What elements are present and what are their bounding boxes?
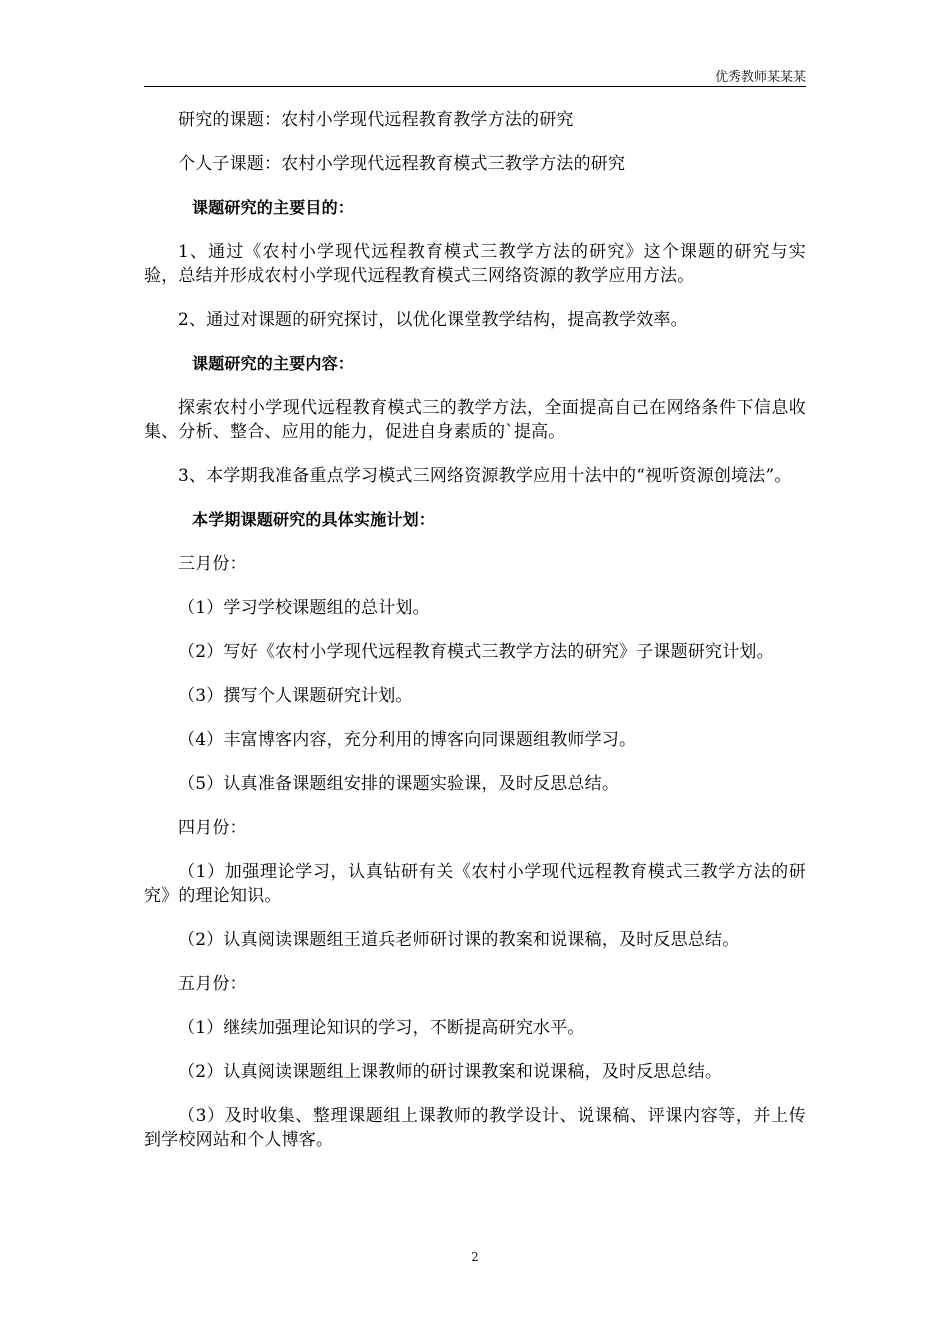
plan-item: （3）及时收集、整理课题组上课教师的教学设计、说课稿、评课内容等，并上传到学校网站和个人博客。	[144, 1106, 806, 1150]
month-heading: 四月份：	[178, 818, 247, 838]
paragraph: 2、通过对课题的研究探讨，以优化课堂教学结构，提高教学效率。	[178, 310, 688, 330]
paragraph: 1、通过《农村小学现代远程教育模式三教学方法的研究》这个课题的研究与实验，总结并形成农村小学现代远程教育模式三网络资源的教学应用方法。	[144, 242, 806, 286]
plan-item: （1）学习学校课题组的总计划。	[178, 598, 430, 618]
month-heading: 三月份：	[178, 554, 247, 574]
plan-item: （1）加强理论学习，认真钻研有关《农村小学现代远程教育模式三教学方法的研究》的理论知识。	[144, 862, 806, 906]
paragraph: 探索农村小学现代远程教育模式三的教学方法，全面提高自己在网络条件下信息收集、分析、整合、应用的能力，促进自身素质的`提高。	[144, 398, 806, 442]
header-divider	[144, 86, 806, 87]
month-heading: 五月份：	[178, 974, 247, 994]
plan-item: （2）认真阅读课题组上课教师的研讨课教案和说课稿，及时反思总结。	[178, 1062, 723, 1082]
plan-item: （2）认真阅读课题组王道兵老师研讨课的教案和说课稿，及时反思总结。	[178, 930, 740, 950]
section-heading: 课题研究的主要内容：	[192, 354, 355, 373]
paragraph: 3、本学期我准备重点学习模式三网络资源教学应用十法中的“视听资源创境法”。	[178, 466, 792, 486]
page-number: 2	[471, 1250, 479, 1264]
plan-item: （2）写好《农村小学现代远程教育模式三教学方法的研究》子课题研究计划。	[178, 642, 774, 662]
document-body	[144, 108, 806, 1172]
plan-item: （3）撰写个人课题研究计划。	[178, 686, 413, 706]
plan-item: （5）认真准备课题组安排的课题实验课，及时反思总结。	[178, 774, 620, 794]
plan-item: （1）继续加强理论知识的学习，不断提高研究水平。	[178, 1018, 585, 1038]
page-header-author: 优秀教师某某某	[714, 70, 806, 85]
section-heading: 课题研究的主要目的：	[192, 198, 355, 217]
plan-item: （4）丰富博客内容，充分利用的博客向同课题组教师学习。	[178, 730, 637, 750]
paragraph: 个人子课题：农村小学现代远程教育模式三教学方法的研究	[178, 154, 626, 174]
paragraph: 研究的课题：农村小学现代远程教育教学方法的研究	[178, 110, 574, 130]
section-heading: 本学期课题研究的具体实施计划：	[192, 510, 436, 529]
